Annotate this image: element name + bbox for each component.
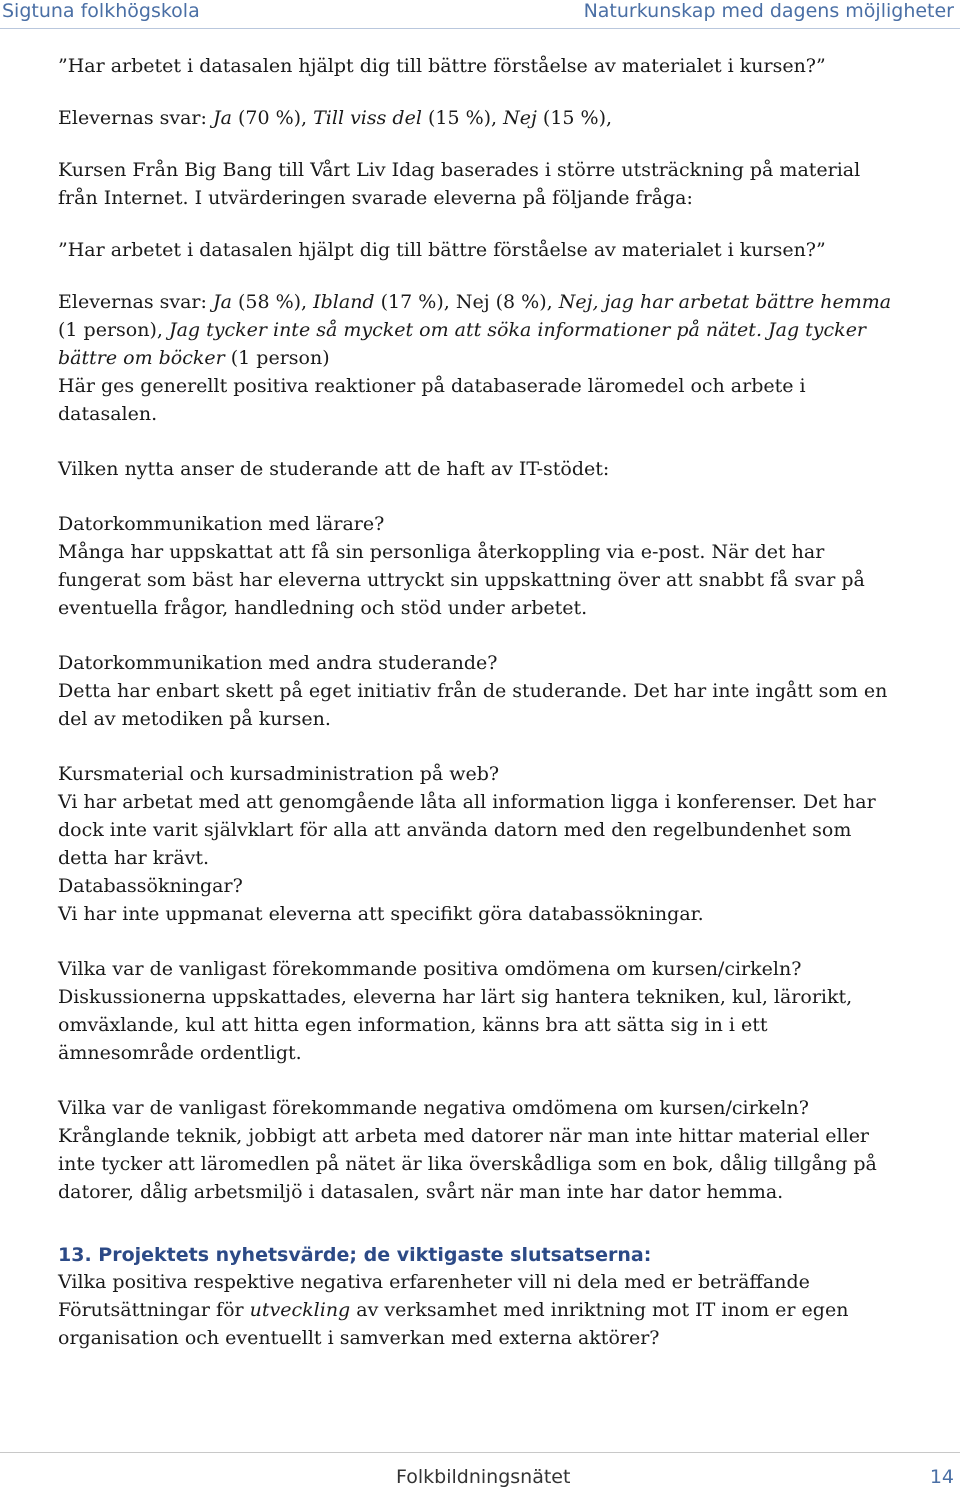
page-header (0, 0, 960, 24)
header-course-name: Naturkunskap med dagens möjligheter (583, 0, 954, 22)
heading-course-material: Kursmaterial och kursadministration på web? (58, 763, 500, 785)
header-school-name: Sigtuna folkhögskola (2, 0, 200, 22)
paragraph-teacher-communication: Många har uppskattat att få sin personliga återkoppling via e-post. När det har fungerat som bäst har eleverna uttryckt sin uppskattning över att snabbt få svar på eventuella frågor, handledning och stöd under arbetet. (58, 541, 865, 619)
question-1: ”Har arbetet i datasalen hjälpt dig till bättre förståelse av materialet i kursen?” (58, 55, 826, 77)
document-body (58, 52, 904, 1352)
heading-database-search: Databassökningar? (58, 875, 243, 897)
paragraph-negative-feedback: Krånglande teknik, jobbigt att arbeta med datorer när man inte hittar material eller inte tycker att läromedlen på nätet är lika överskådliga som en bok, dålig tillgång på datorer, dålig arbetsmiljö i datasalen, svårt när man inte har dator hemma. (58, 1125, 877, 1203)
section-13-paragraph: Vilka positiva respektive negativa erfarenheter vill ni dela med er beträffande Förutsättningar för utveckling av verksamhet med inriktning mot IT inom er egen organisation och eventuellt i samverkan med externa aktörer? (58, 1271, 849, 1349)
heading-positive-feedback: Vilka var de vanligast förekommande positiva omdömena om kursen/cirkeln? (58, 958, 802, 980)
answer-1: Elevernas svar: Ja (70 %), Till viss del (15 %), Nej (15 %), (58, 107, 613, 129)
question-usefulness: Vilken nytta anser de studerande att de haft av IT-stödet: (58, 458, 610, 480)
footer-divider (0, 1452, 960, 1453)
answer-2: Elevernas svar: Ja (58 %), Ibland (17 %), Nej (8 %), Nej, jag har arbetat bättre hemma (1 person), Jag tycker inte så mycket om att söka informationer på nätet. Jag tycker bättre om böcker (1 person) Här ges generellt positiva reaktioner på databaserade läromedel och arbete i datasalen. (58, 291, 892, 425)
paragraph-course-material: Vi har arbetat med att genomgående låta all information ligga i konferenser. Det har dock inte varit självklart för alla att använda datorn med den regelbundenhet som detta har krävt. (58, 791, 876, 869)
header-divider (0, 28, 960, 29)
heading-teacher-communication: Datorkommunikation med lärare? (58, 513, 385, 535)
heading-student-communication: Datorkommunikation med andra studerande? (58, 652, 498, 674)
paragraph-database-search: Vi har inte uppmanat eleverna att specifikt göra databassökningar. (58, 903, 704, 925)
page-number: 14 (929, 1466, 954, 1488)
footer-publisher: Folkbildningsnätet (396, 1466, 571, 1488)
section-13-title: 13. Projektets nyhetsvärde; de viktigaste slutsatserna: (58, 1244, 652, 1266)
heading-negative-feedback: Vilka var de vanligast förekommande negativa omdömena om kursen/cirkeln? (58, 1097, 809, 1119)
page-footer (0, 1466, 960, 1492)
question-2: ”Har arbetet i datasalen hjälpt dig till bättre förståelse av materialet i kursen?” (58, 239, 826, 261)
paragraph-big-bang: Kursen Från Big Bang till Vårt Liv Idag baserades i större utsträckning på material från Internet. I utvärderingen svarade eleverna på följande fråga: (58, 159, 861, 209)
paragraph-positive-feedback: Diskussionerna uppskattades, eleverna har lärt sig hantera tekniken, kul, lärorikt, omväxlande, kul att hitta egen information, känns bra att sätta sig in i ett ämnesområde ordentligt. (58, 986, 853, 1064)
paragraph-student-communication: Detta har enbart skett på eget initiativ från de studerande. Det har inte ingått som en del av metodiken på kursen. (58, 680, 888, 730)
